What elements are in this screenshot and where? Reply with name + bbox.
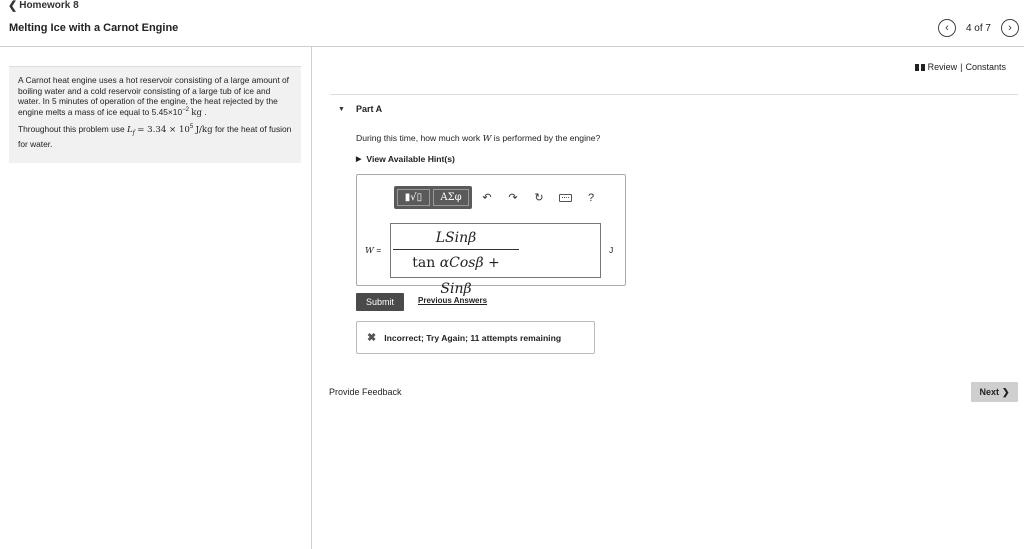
mass-unit: kg	[191, 107, 203, 118]
incorrect-feedback	[356, 321, 595, 354]
x-icon: ✖	[367, 332, 377, 344]
answer-unit: J	[609, 245, 614, 255]
math-toolbar	[394, 186, 602, 209]
greek-symbols-button[interactable]: ΑΣφ	[433, 189, 469, 206]
answer-var: W	[365, 246, 374, 256]
view-hints-toggle[interactable]	[356, 154, 455, 164]
keyboard-shortcuts-button[interactable]	[554, 187, 576, 209]
question-text	[356, 133, 600, 144]
constants-link[interactable]: Constants	[965, 62, 1006, 72]
review-constants-links	[915, 62, 1006, 72]
caret-right-icon: ▶	[356, 156, 362, 163]
hint-label: View Available Hint(s)	[366, 154, 455, 164]
part-divider	[330, 94, 1018, 95]
next-item-button[interactable]	[1001, 19, 1019, 37]
review-link[interactable]: Review	[927, 62, 958, 72]
back-link-label: Homework 8	[19, 0, 79, 11]
book-icon	[915, 64, 925, 71]
chevron-right-icon: ❯	[1001, 386, 1010, 397]
problem-paragraph-1: A Carnot heat engine uses a hot reservoir consisting of a large amount of boiling water and a cold reservoir consisting of a large tub of ice and water. In 5 minutes of operation of the engine, the heat rejected by the engine melts a mass of ice equal to $5.45\times 10^{-2}$ kg .	[18, 75, 289, 118]
page-title: Melting Ice with a Carnot Engine	[9, 22, 179, 34]
problem-paragraph-2	[18, 124, 292, 150]
problem-text-1: A Carnot heat engine uses a hot reservoir consisting of a large amount of boiling water and a cold reservoir consisting of a large tub of ice and water. In 5 minutes of operation of the engine, the heat rejected by the engine melts a mass of ice equal to 5.45×10	[18, 75, 289, 117]
link-separator: |	[960, 62, 963, 72]
reset-icon[interactable]: ↻	[534, 192, 544, 204]
problem-statement	[9, 66, 301, 163]
den-plus: +	[483, 255, 500, 271]
chevron-right-circle-icon: ›	[1008, 22, 1012, 34]
answer-area	[356, 174, 626, 297]
previous-answers-link[interactable]: Previous Answers	[418, 296, 488, 305]
fraction-numerator: LSinβ	[435, 230, 477, 246]
problem-text-2: Throughout this problem use	[18, 124, 127, 134]
mass-exponent: −2	[182, 106, 189, 113]
part-label: Part A	[355, 104, 383, 114]
redo-icon[interactable]: ↷	[508, 192, 518, 204]
question-pre: During this time, how much work	[356, 133, 483, 143]
answer-input[interactable]	[390, 223, 601, 297]
next-button[interactable]	[971, 382, 1018, 402]
template-greek-group	[394, 186, 472, 209]
pane-divider	[311, 47, 312, 549]
feedback-text: Incorrect; Try Again; 11 attempts remaining	[384, 332, 562, 343]
header-divider	[0, 46, 1024, 47]
undo-icon[interactable]: ↶	[482, 192, 492, 204]
provide-feedback-link[interactable]: Provide Feedback	[329, 387, 402, 397]
lf-unit: J/kg	[195, 125, 213, 135]
keyboard-icon	[559, 194, 572, 202]
part-a-header[interactable]	[338, 104, 382, 114]
pager	[938, 19, 1019, 37]
chevron-left-circle-icon: ‹	[945, 22, 949, 34]
answer-variable-label	[365, 245, 381, 256]
lf-exponent: 5	[189, 124, 194, 131]
lf-subscript: f	[132, 129, 135, 137]
next-label: Next	[979, 387, 999, 397]
problem-text-3: for the heat of fusion for water.	[18, 124, 292, 150]
den-sin: Sinβ	[440, 281, 472, 297]
fraction-denominator	[395, 250, 517, 297]
answer-equals: =	[376, 245, 382, 255]
den-alpha: αCosβ	[439, 255, 484, 271]
previous-item-button[interactable]	[938, 19, 956, 37]
pager-text: 4 of 7	[965, 22, 991, 34]
back-link[interactable]	[8, 0, 79, 11]
lf-symbol: L	[126, 125, 133, 135]
chevron-left-icon: ❮	[8, 0, 18, 12]
caret-down-icon: ▼	[338, 105, 345, 113]
den-tan: tan	[412, 255, 440, 271]
lf-value: = 3.34 × 10	[137, 125, 190, 135]
fraction	[395, 227, 517, 297]
templates-button[interactable]: ▮√▯	[397, 189, 430, 206]
help-icon[interactable]: ?	[587, 191, 595, 204]
submit-button[interactable]: Submit	[356, 293, 404, 311]
question-var: W	[482, 134, 492, 144]
question-post: is performed by the engine?	[491, 133, 601, 143]
